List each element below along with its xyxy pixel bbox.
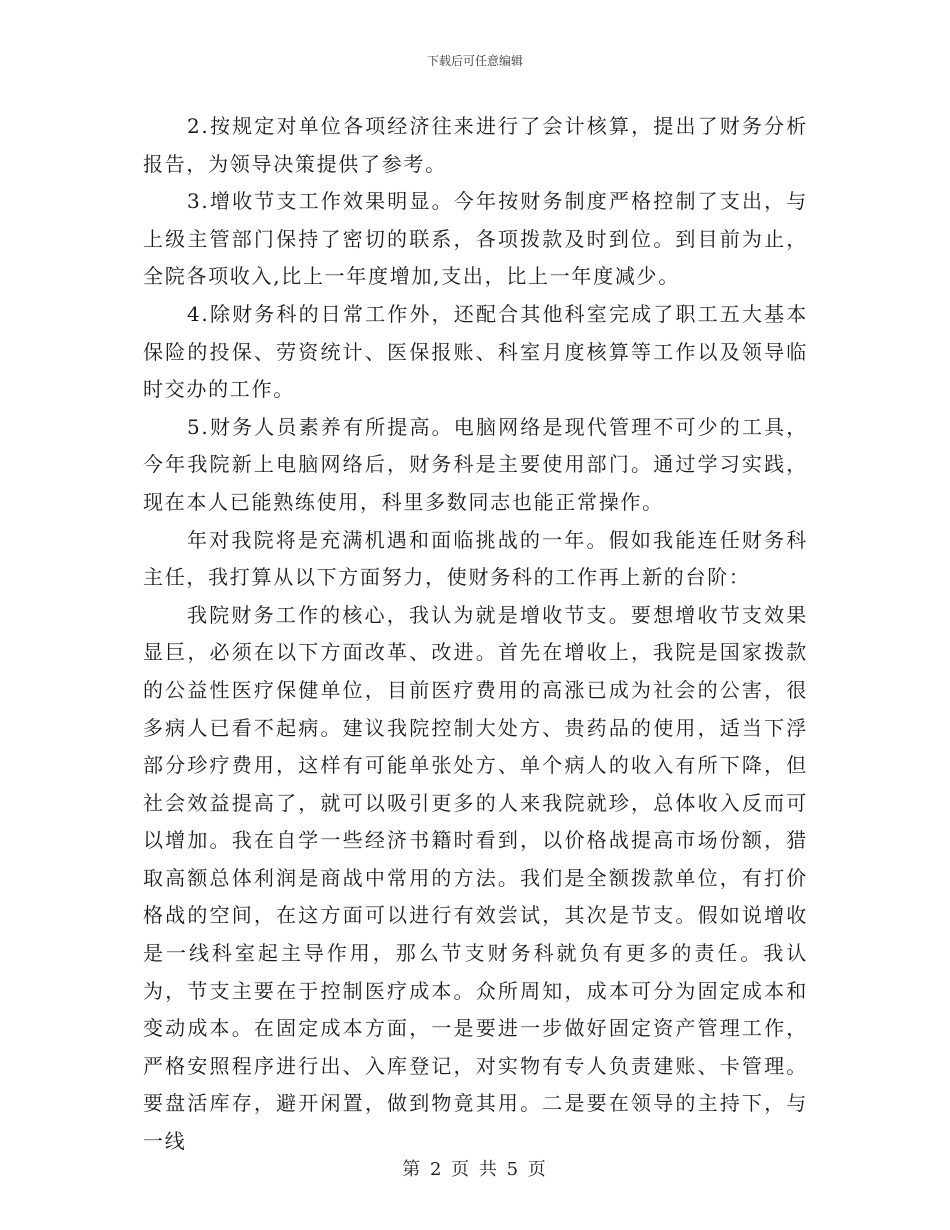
paragraph-plan-intro: 年对我院将是充满机遇和面临挑战的一年。假如我能连任财务科主任，我打算从以下方面努力，使财务科的工作再上新的台阶： [143,527,808,590]
page-header: 下载后可任意编辑 [426,54,523,68]
paragraph-core-work: 我院财务工作的核心，我认为就是增收节支。要想增收节支效果显巨，必须在以下方面改革、改进。首先在增收上，我院是国家拨款的公益性医疗保健单位，目前医疗费用的高涨已成为社会的公害，很多病人已看不起病。建议我院控制大处方、贵药品的使用，适当下浮部分珍疗费用，这样有可能单张处方、单个病人的收入有所下降，但社会效益提高了，就可以吸引更多的人来我院就珍，总体收入反而可以增加。我在自学一些经济书籍时看到，以价格战提高市场份额，猎取高额总体利润是商战中常用的方法。我们是全额拨款单位，有打价格战的空间，在这方面可以进行有效尝试，其次是节支。假如说增收是一线科室起主导作用，那么节支财务科就负有更多的责任。我认为，节支主要在于控制医疗成本。众所周知，成本可分为固定成本和变动成本。在固定成本方面，一是要进一步做好固定资产管理工作，严格安照程序进行出、入库登记，对实物有专人负责建账、卡管理。要盘活库存，避开闲置，做到物竟其用。二是要在领导的主持下，与一线 [143,602,808,1154]
paragraph-item-5: 5.财务人员素养有所提高。电脑网络是现代管理不可少的工具，今年我院新上电脑网络后，财务科是主要使用部门。通过学习实践，现在本人已能熟练使用，科里多数同志也能正常操作。 [143,414,808,514]
paragraph-item-4: 4.除财务科的日常工作外，还配合其他科室完成了职工五大基本保险的投保、劳资统计、医保报账、科室月度核算等工作以及领导临时交办的工作。 [143,301,808,402]
page-number-footer: 第 2 页 共 5 页 [402,1159,548,1180]
paragraph-item-3: 3.增收节支工作效果明显。今年按财务制度严格控制了支出，与上级主管部门保持了密切的联系，各项拨款及时到位。到目前为止，全院各项收入,比上一年度增加,支出，比上一年度减少。 [143,189,808,289]
paragraph-item-2: 2.按规定对单位各项经济往来进行了会计核算，提出了财务分析报告，为领导决策提供了参考。 [143,114,808,176]
document-body [143,108,808,1161]
